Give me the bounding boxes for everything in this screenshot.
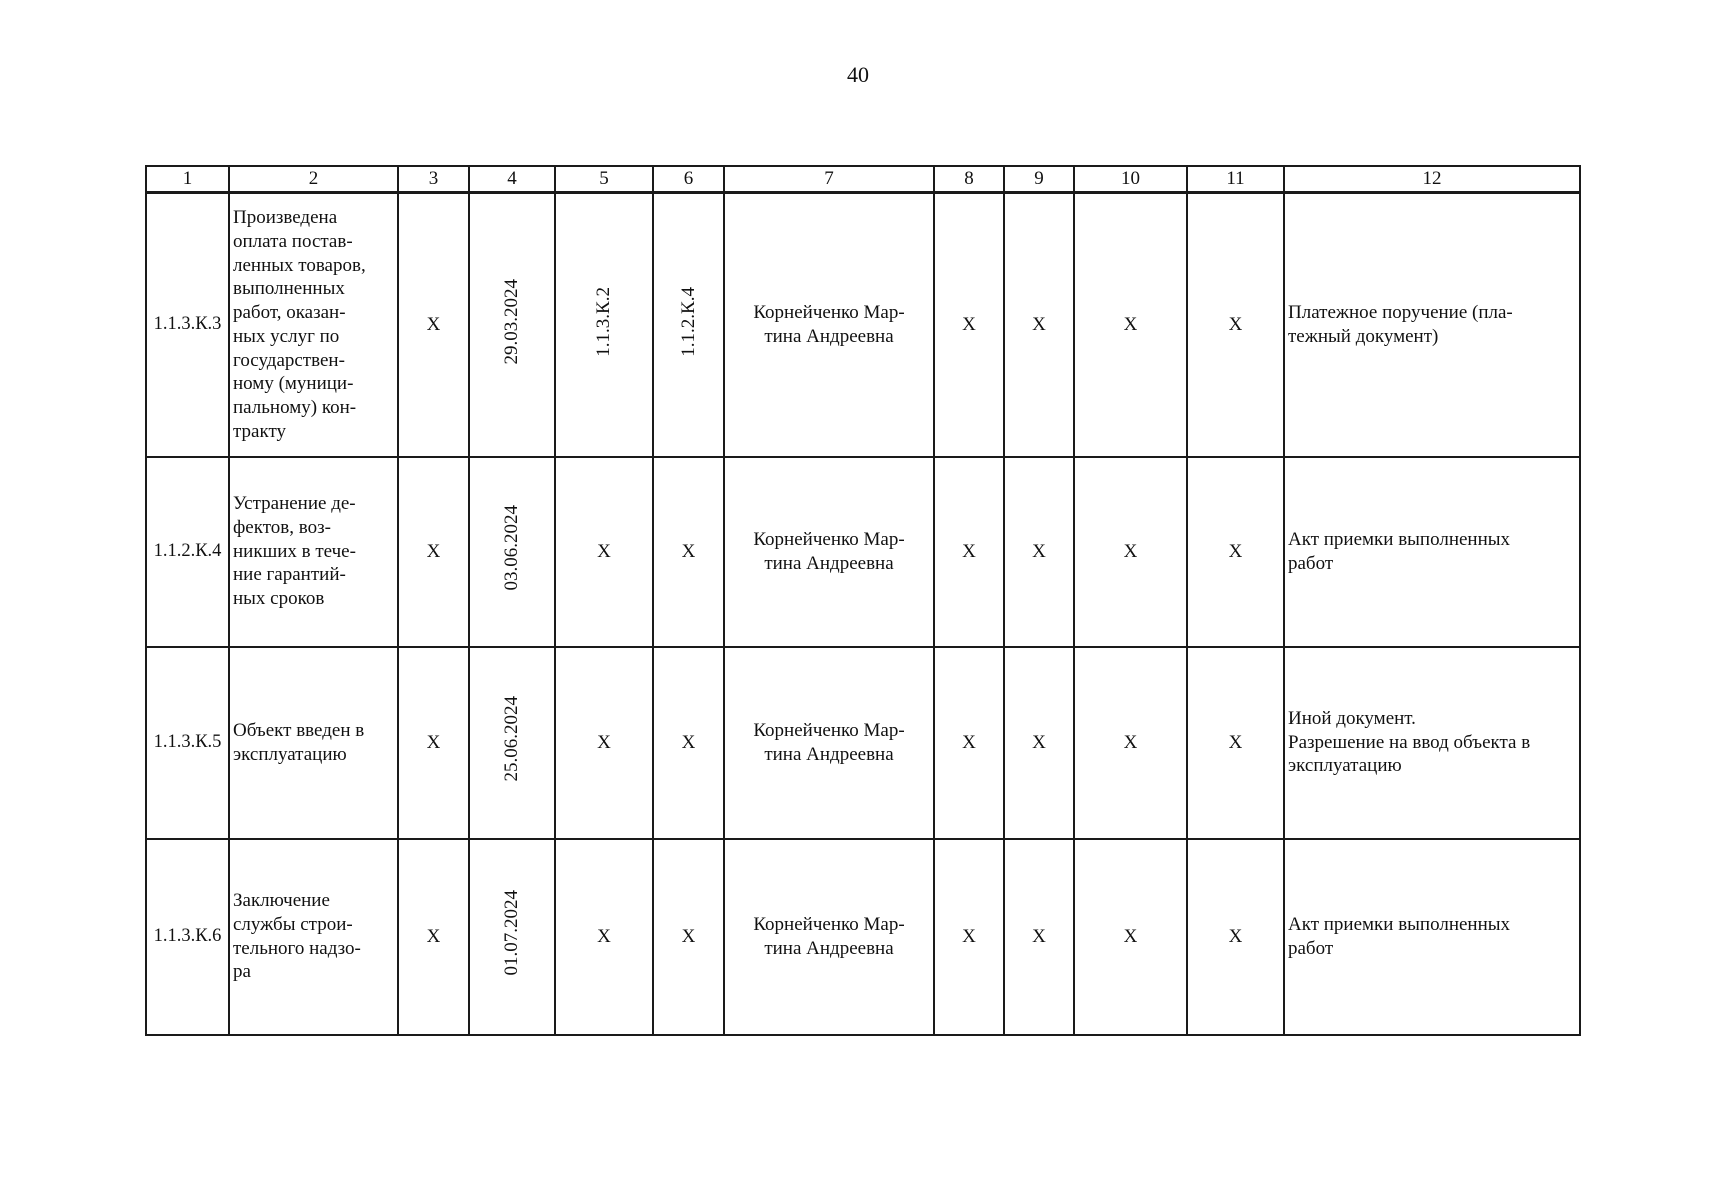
row-code: 1.1.3.К.5 <box>146 647 229 839</box>
column-header: 12 <box>1284 166 1580 193</box>
name-line: тельного надзо- <box>233 937 361 959</box>
cell-col6: Х <box>653 647 724 839</box>
table-row <box>146 647 1580 839</box>
name-line: работ, оказан- <box>233 302 346 323</box>
page-number: 40 <box>847 62 869 87</box>
header-row <box>146 166 1580 193</box>
name-line: ленных товаров, <box>233 254 366 276</box>
date-text: 03.06.2024 <box>501 505 523 591</box>
cell-col8: Х <box>934 193 1004 457</box>
cell-col5: Х <box>555 457 653 647</box>
person-line: тина Андреевна <box>764 552 894 574</box>
document-line: Платежное поручение (пла- <box>1288 302 1513 323</box>
column-header: 3 <box>398 166 469 193</box>
cell-col3: Х <box>398 457 469 647</box>
responsible-person <box>724 839 934 1035</box>
name-line: Заключение <box>233 890 330 911</box>
cell-col5-text: 1.1.3.К.2 <box>593 286 615 357</box>
column-header: 11 <box>1187 166 1284 193</box>
column-header: 1 <box>146 166 229 193</box>
name-line: фектов, воз- <box>233 516 331 538</box>
cell-col5: Х <box>555 839 653 1035</box>
row-code: 1.1.3.К.6 <box>146 839 229 1035</box>
name-line: ных сроков <box>233 588 325 610</box>
cell-col6-text: 1.1.2.К.4 <box>677 286 699 357</box>
cell-col8: Х <box>934 647 1004 839</box>
document-line: Акт приемки выполненных <box>1288 913 1511 935</box>
date-cell <box>469 647 555 839</box>
document-line: работ <box>1288 937 1334 959</box>
person-line: Корнейченко Мар- <box>753 913 905 935</box>
cell-col9: Х <box>1004 647 1074 839</box>
column-header: 5 <box>555 166 653 193</box>
table-row <box>146 193 1580 457</box>
column-header: 4 <box>469 166 555 193</box>
cell-col11: Х <box>1187 193 1284 457</box>
responsible-person <box>724 457 934 647</box>
name-line: оплата постав- <box>233 230 353 252</box>
person-line: Корнейченко Мар- <box>753 719 905 741</box>
date-cell <box>469 839 555 1035</box>
document-line: эксплуатацию <box>1288 755 1402 777</box>
document-line: тежный документ) <box>1288 325 1439 347</box>
document-line: Разрешение на ввод объекта в <box>1288 731 1531 753</box>
document-line: работ <box>1288 552 1334 574</box>
row-code: 1.1.2.К.4 <box>146 457 229 647</box>
cell-col11: Х <box>1187 647 1284 839</box>
date-text: 29.03.2024 <box>501 278 523 365</box>
row-name <box>229 839 398 1035</box>
person-line: тина Андреевна <box>764 325 894 347</box>
date-text: 25.06.2024 <box>501 696 523 782</box>
table-row <box>146 457 1580 647</box>
document-line: Иной документ. <box>1288 707 1416 729</box>
document-type <box>1284 193 1580 457</box>
person-line: тина Андреевна <box>764 743 894 765</box>
document-type <box>1284 647 1580 839</box>
cell-col11: Х <box>1187 457 1284 647</box>
document-type <box>1284 839 1580 1035</box>
name-line: ра <box>233 961 251 983</box>
person-line: Корнейченко Мар- <box>753 302 905 323</box>
row-code: 1.1.3.К.3 <box>146 193 229 457</box>
name-line: Произведена <box>233 207 338 228</box>
column-header: 6 <box>653 166 724 193</box>
name-line: никших в тече- <box>233 540 356 562</box>
name-line: службы строи- <box>233 913 353 935</box>
name-line: ние гарантий- <box>233 564 346 586</box>
row-name <box>229 647 398 839</box>
responsible-person <box>724 647 934 839</box>
row-name <box>229 193 398 457</box>
person-line: Корнейченко Мар- <box>753 528 905 550</box>
name-line: тракту <box>233 420 287 442</box>
cell-col10: Х <box>1074 647 1187 839</box>
name-line: Объект введен в <box>233 719 365 741</box>
column-header: 7 <box>724 166 934 193</box>
name-line: ных услуг по <box>233 325 340 347</box>
cell-col9: Х <box>1004 193 1074 457</box>
cell-col3: Х <box>398 647 469 839</box>
table-row <box>146 839 1580 1035</box>
responsible-person <box>724 193 934 457</box>
name-line: Устранение де- <box>233 493 356 515</box>
cell-col8: Х <box>934 839 1004 1035</box>
name-line: выполненных <box>233 278 345 300</box>
cell-col5 <box>555 193 653 457</box>
column-header: 8 <box>934 166 1004 193</box>
cell-col3: Х <box>398 839 469 1035</box>
name-line: эксплуатацию <box>233 743 347 765</box>
cell-col10: Х <box>1074 457 1187 647</box>
document-line: Акт приемки выполненных <box>1288 528 1511 550</box>
column-header: 2 <box>229 166 398 193</box>
cell-col10: Х <box>1074 839 1187 1035</box>
cell-col11: Х <box>1187 839 1284 1035</box>
cell-col6: Х <box>653 839 724 1035</box>
document-type <box>1284 457 1580 647</box>
cell-col9: Х <box>1004 839 1074 1035</box>
cell-col10: Х <box>1074 193 1187 457</box>
column-header: 10 <box>1074 166 1187 193</box>
data-table <box>145 165 1581 1036</box>
name-line: ному (муници- <box>233 373 354 395</box>
name-line: пальному) кон- <box>233 397 357 418</box>
cell-col6 <box>653 193 724 457</box>
cell-col5: Х <box>555 647 653 839</box>
cell-col9: Х <box>1004 457 1074 647</box>
row-name <box>229 457 398 647</box>
cell-col8: Х <box>934 457 1004 647</box>
date-cell <box>469 457 555 647</box>
date-text: 01.07.2024 <box>501 890 523 976</box>
person-line: тина Андреевна <box>764 937 894 959</box>
cell-col3: Х <box>398 193 469 457</box>
name-line: государствен- <box>233 349 345 371</box>
date-cell <box>469 193 555 457</box>
column-header: 9 <box>1004 166 1074 193</box>
cell-col6: Х <box>653 457 724 647</box>
